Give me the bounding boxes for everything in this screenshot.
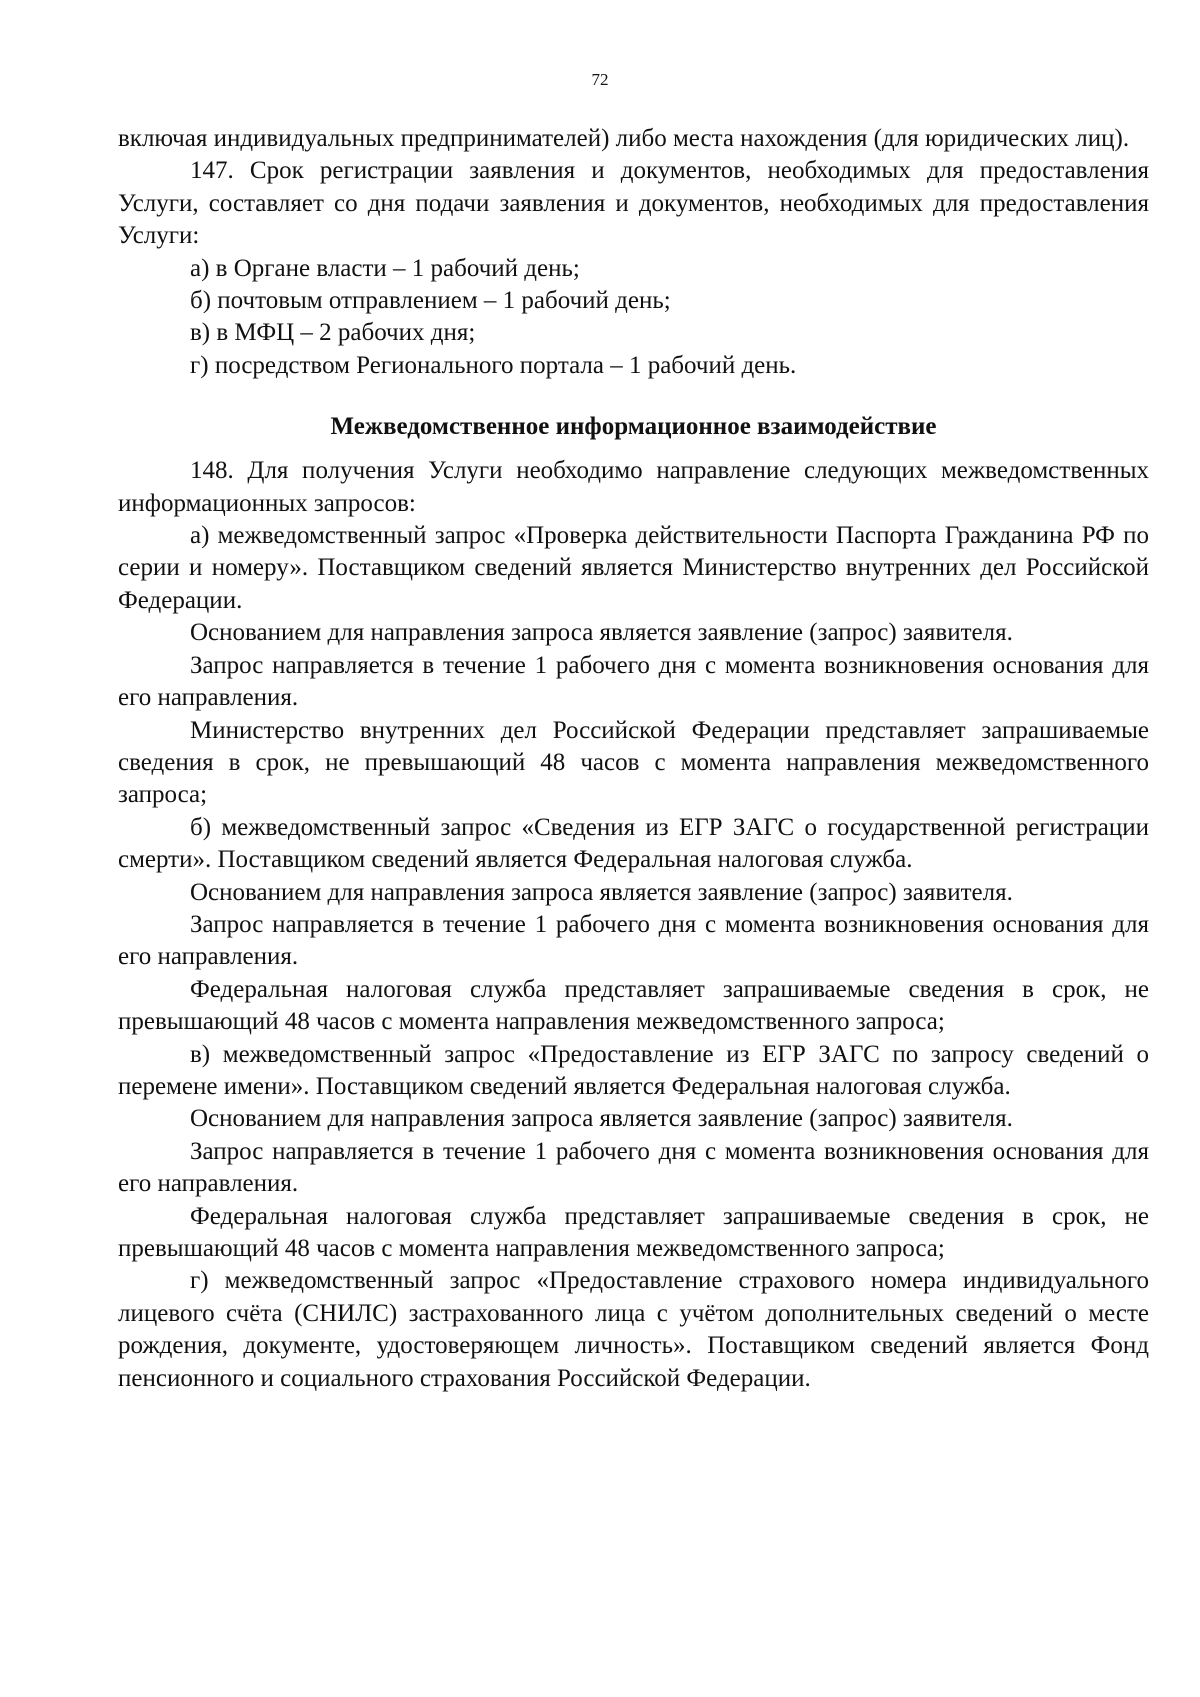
paragraph-148: 148. Для получения Услуги необходимо направление следующих межведомственных информационных запросов: [118,457,1149,517]
continuation-paragraph: включая индивидуальных предпринимателей) либо места нахождения (для юридических лиц). [118,125,1130,152]
page-content [118,123,1149,1395]
request-a: а) межведомственный запрос «Проверка действительности Паспорта Гражданина РФ по серии и номеру». Поставщиком сведений является Министерство внутренних дел Российской Федерации. [118,522,1149,614]
request-a-basis: Основанием для направления запроса является заявление (запрос) заявителя. [190,619,1013,647]
request-v-basis: Основанием для направления запроса является заявление (запрос) заявителя. [190,1105,1013,1133]
request-g: г) межведомственный запрос «Предоставление страхового номера индивидуального лицевого счёта (СНИЛС) застрахованного лица с учётом дополнительных сведений о месте рождения, документе, удостоверяющем личность». Поставщиком сведений является Фонд пенсионного и социального страхования Российской Федерации. [118,1267,1149,1392]
request-a-timing: Запрос направляется в течение 1 рабочего дня с момента возникновения основания для его направления. [118,651,1149,712]
list-item-b: б) почтовым отправлением – 1 рабочий день; [190,287,671,315]
request-b-timing: Запрос направляется в течение 1 рабочего дня с момента возникновения основания для его направления. [118,910,1149,971]
page-number: 72 [591,70,609,89]
list-item-v: в) в МФЦ – 2 рабочих дня; [190,319,476,347]
request-v: в) межведомственный запрос «Предоставление из ЕГР ЗАГС по запросу сведений о перемене имени». Поставщиком сведений является Федеральная налоговая служба. [118,1040,1149,1100]
request-v-response: Федеральная налоговая служба представляет запрашиваемые сведения в срок, не превышающий 48 часов с момента направления межведомственного запроса; [118,1202,1149,1262]
list-item-a: а) в Органе власти – 1 рабочий день; [190,254,580,282]
list-item-g: г) посредством Регионального портала – 1 рабочий день. [190,351,797,379]
request-v-timing: Запрос направляется в течение 1 рабочего дня с момента возникновения основания для его направления. [118,1137,1149,1198]
request-b: б) межведомственный запрос «Сведения из ЕГР ЗАГС о государственной регистрации смерти». Поставщиком сведений является Федеральная налоговая служба. [118,813,1149,874]
section-heading: Межведомственное информационное взаимодействие [330,413,937,441]
request-b-basis: Основанием для направления запроса является заявление (запрос) заявителя. [190,878,1013,906]
paragraph-147: 147. Срок регистрации заявления и документов, необходимых для предоставления Услуги, составляет со дня подачи заявления и документов, необходимых для предоставления Услуги: [118,157,1149,250]
request-b-response: Федеральная налоговая служба представляет запрашиваемые сведения в срок, не превышающий 48 часов с момента направления межведомственного запроса; [118,975,1149,1036]
request-a-response: Министерство внутренних дел Российской Федерации представляет запрашиваемые сведения в срок, не превышающий 48 часов с момента направления межведомственного запроса; [118,716,1149,809]
